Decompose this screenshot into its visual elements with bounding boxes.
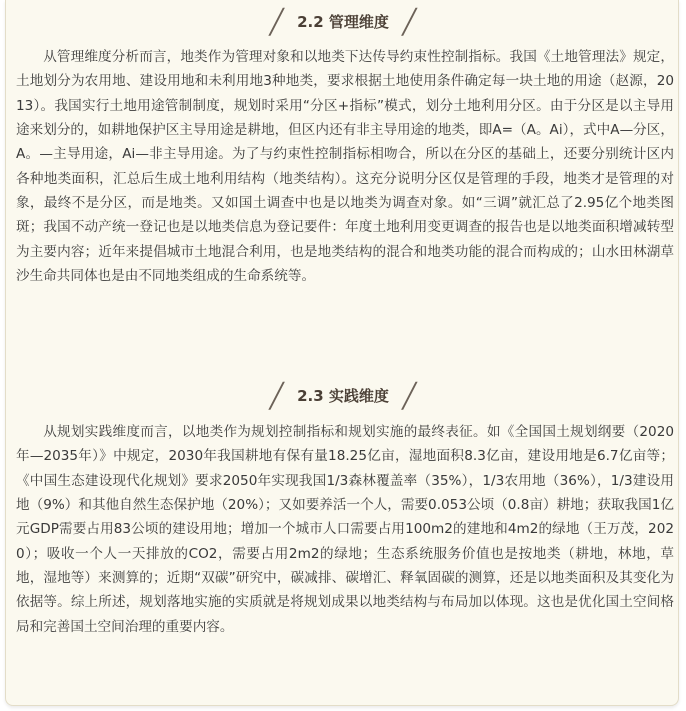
slash-right-icon: ╱: [402, 382, 417, 410]
section-heading-management: [6, 8, 680, 36]
slash-left-icon: ╱: [269, 382, 284, 410]
article-card: [5, 0, 679, 706]
section-paragraph: 从规划实践维度而言，以地类作为规划控制指标和规划实施的最终表征。如《全国国土规划纲要（2020年—2035年）》中规定，2030年我国耕地有保有量18.25亿亩，湿地面积8.3亿亩，建设用地是6.7亿亩等；《中国生态建设现代化规划》要求2050年实现我国1/3森林覆盖率（35%），1/3农用地（36%），1/3建设用地（9%）和其他自然生态保护地（20%）；又如要养活一个人，需要0.053公顷（0.8亩）耕地；获取我国1亿元GDP需要占用83公顷的建设用地；增加一个城市人口需要占用100m2的建地和4m2的绿地（王万茂，2020）；吸收一个人一天排放的CO2，需要占用2m2的绿地；生态系统服务价值也是按地类（耕地，林地，草地，湿地等）来测算的；近期“双碳”研究中，碳减排、碳增汇、释氧固碳的测算，还是以地类面积及其变化为依据等。综上所述，规划落地实施的实质就是将规划成果以地类结构与布局加以体现。这也是优化国土空间格局和完善国土空间治理的重要内容。: [16, 424, 674, 635]
section-paragraph: 从管理维度分析而言，地类作为管理对象和以地类下达传导约束性控制指标。我国《土地管理法》规定，土地划分为农用地、建设用地和未利用地3种地类，要求根据土地使用条件确定每一块土地的用途（赵源，2013）。我国实行土地用途管制制度，规划时采用“分区+指标”模式，划分土地利用分区。由于分区是以主导用途来划分的，如耕地保护区主导用途是耕地，但区内还有非主导用途的地类，即A=（A。Ai），式中A—分区，A。—主导用途，Ai—非主导用途。为了与约束性控制指标相吻合，所以在分区的基础上，还要分别统计区内各种地类面积，汇总后生成土地利用结构（地类结构）。这充分说明分区仅是管理的手段，地类才是管理的对象，最终不是分区，而是地类。又如国土调查中也是以地类为调查对象。如“三调”就汇总了2.95亿个地类图斑；我国不动产统一登记也是以地类信息为登记要件：年度土地利用变更调查的报告也是以地类面积增减转型为主要内容；近年来提倡城市土地混合利用，也是地类结构的混合和地类功能的混合而构成的；山水田林湖草沙生命共同体也是由不同地类组成的生命系统等。: [16, 49, 674, 285]
section-title: 2.2 管理维度: [297, 13, 389, 31]
slash-left-icon: ╱: [269, 8, 284, 36]
slash-right-icon: ╱: [402, 8, 417, 36]
section-title: 2.3 实践维度: [297, 387, 389, 405]
section-heading-practice: [6, 382, 680, 410]
